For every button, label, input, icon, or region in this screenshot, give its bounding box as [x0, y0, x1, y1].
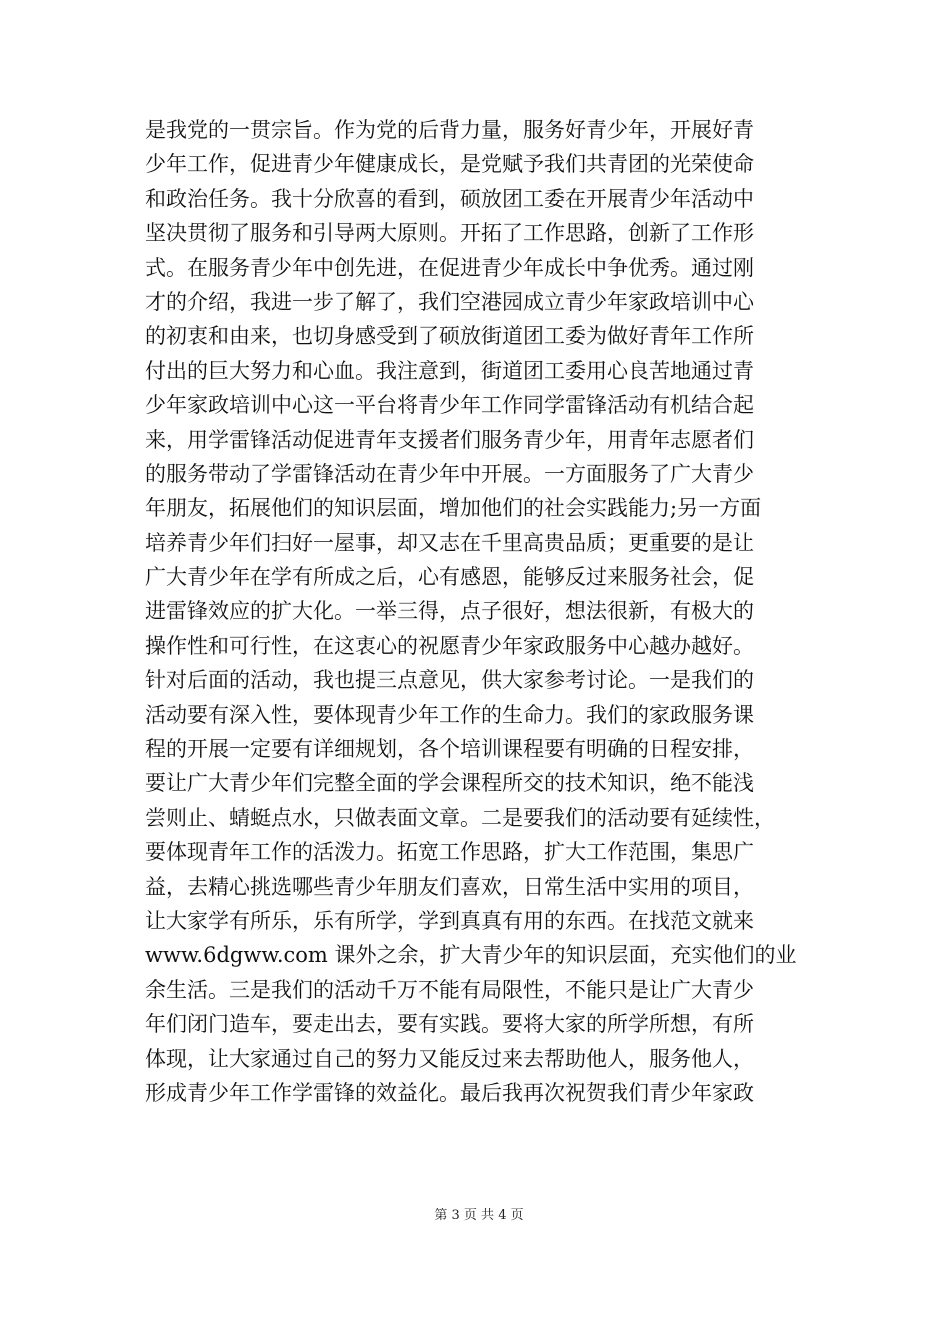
text-line: 让大家学有所乐，乐有所学，学到真真有用的东西。在找范文就来	[145, 908, 754, 933]
text-line: 要让广大青少年们完整全面的学会课程所交的技术知识，绝不能浅	[145, 771, 754, 796]
page-number: 第 3 页 共 4 页	[434, 1208, 524, 1223]
text-line: 程的开展一定要有详细规划，各个培训课程要有明确的日程安排，	[145, 737, 754, 762]
text-line: 广大青少年在学有所成之后，心有感恩，能够反过来服务社会，促	[145, 565, 754, 590]
text-line: 来，用学雷锋活动促进青年支援者们服务青少年，用青年志愿者们	[145, 427, 754, 452]
text-line: 形成青少年工作学雷锋的效益化。最后我再次祝贺我们青少年家政	[145, 1080, 754, 1105]
text-line: 年朋友，拓展他们的知识层面，增加他们的社会实践能力;另一方面	[145, 496, 762, 521]
text-line: 式。在服务青少年中创先进，在促进青少年成长中争优秀。通过刚	[145, 255, 754, 280]
text-line: 和政治任务。我十分欣喜的看到，硕放团工委在开展青少年活动中	[145, 186, 754, 211]
text-line: 才的介绍，我进一步了解了，我们空港园成立青少年家政培训中心	[145, 289, 754, 314]
text-line: 少年家政培训中心这一平台将青少年工作同学雷锋活动有机结合起	[145, 393, 754, 418]
text-line: 是我党的一贯宗旨。作为党的后背力量，服务好青少年，开展好青	[145, 118, 754, 142]
text-line: 余生活。三是我们的活动千万不能有局限性，不能只是让广大青少	[145, 977, 754, 1002]
text-line: 少年工作，促进青少年健康成长，是党赋予我们共青团的光荣使命	[145, 152, 754, 177]
text-line: 的服务带动了学雷锋活动在青少年中开展。一方面服务了广大青少	[145, 461, 754, 486]
text-line: 年们闭门造车，要走出去，要有实践。要将大家的所学所想，有所	[145, 1012, 754, 1037]
body-text	[145, 113, 805, 1110]
text-line: 操作性和可行性，在这衷心的祝愿青少年家政服务中心越办越好。	[145, 633, 754, 658]
text-line: 针对后面的活动，我也提三点意见，供大家参考讨论。一是我们的	[145, 668, 754, 693]
text-line: 培养青少年们扫好一屋事，却又志在千里高贵品质；更重要的是让	[145, 530, 754, 555]
text-line: 付出的巨大努力和心血。我注意到，街道团工委用心良苦地通过青	[145, 358, 754, 383]
text-line: 要体现青年工作的活泼力。拓宽工作思路，扩大工作范围，集思广	[145, 840, 754, 865]
text-line: 活动要有深入性，要体现青少年工作的生命力。我们的家政服务课	[145, 702, 754, 727]
text-line: 体现，让大家通过自己的努力又能反过来去帮助他人，服务他人，	[145, 1046, 754, 1071]
text-line: www.6dgww.com 课外之余，扩大青少年的知识层面，充实他们的业	[145, 943, 797, 968]
text-line: 益，去精心挑选哪些青少年朋友们喜欢，日常生活中实用的项目，	[145, 874, 754, 899]
text-line: 尝则止、蜻蜓点水，只做表面文章。二是要我们的活动要有延续性，	[145, 805, 775, 830]
text-line: 的初衷和由来，也切身感受到了硕放街道团工委为做好青年工作所	[145, 324, 754, 349]
text-line: 进雷锋效应的扩大化。一举三得，点子很好，想法很新，有极大的	[145, 599, 754, 624]
text-line: 坚决贯彻了服务和引导两大原则。开拓了工作思路，创新了工作形	[145, 221, 754, 246]
